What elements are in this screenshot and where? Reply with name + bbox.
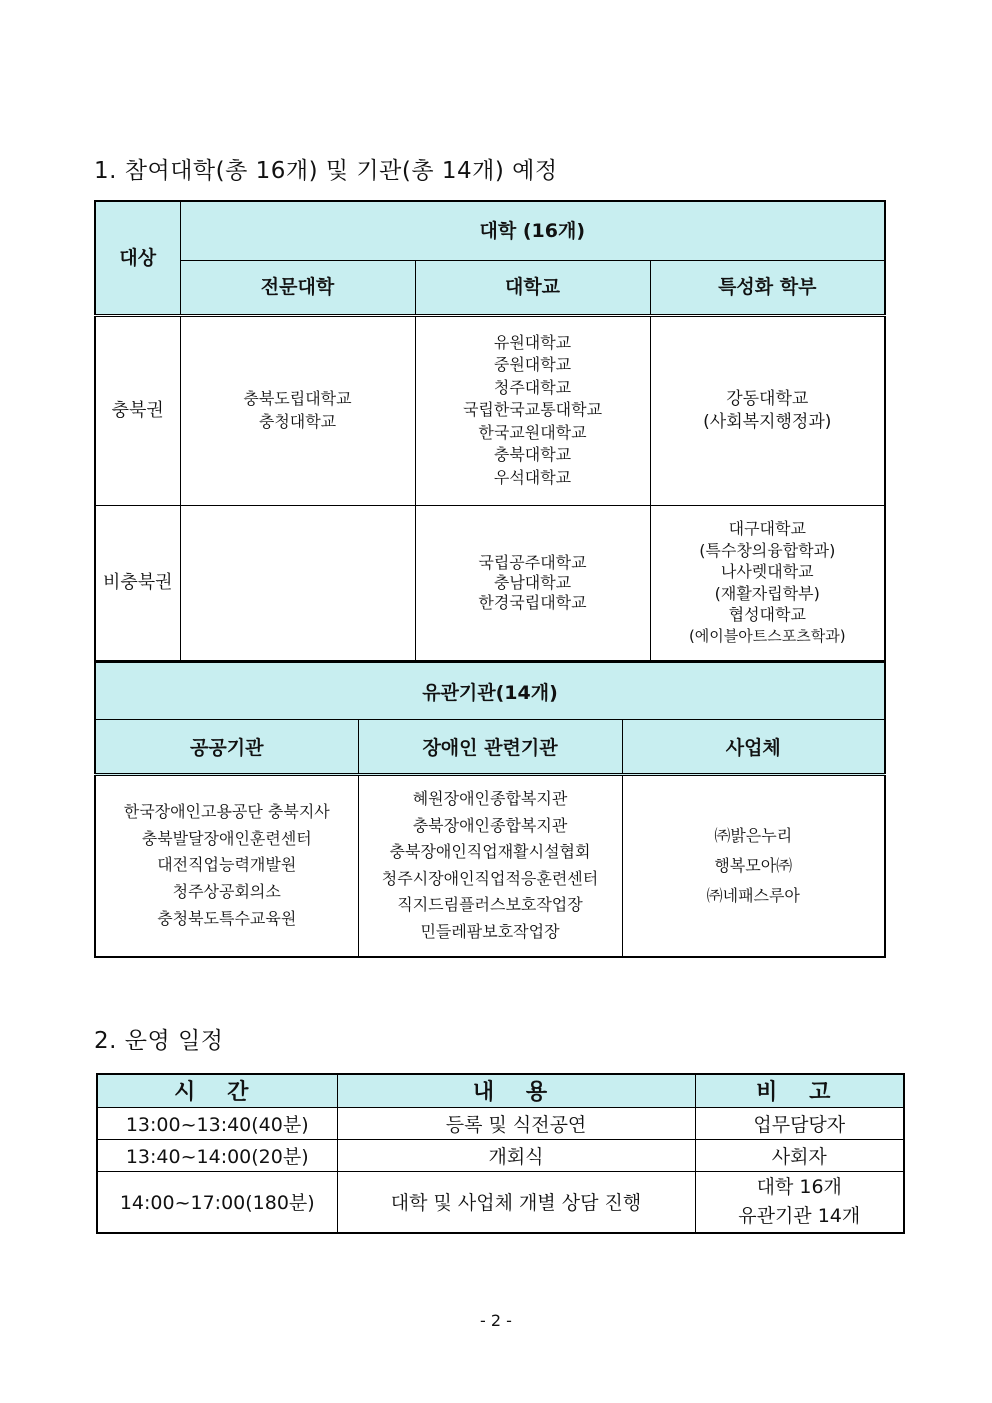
university-table xyxy=(94,200,886,662)
time-cell: 13:40~14:00(20분) xyxy=(97,1139,337,1171)
list-item: 직지드림플러스보호작업장 xyxy=(397,895,583,915)
list-item: 중원대학교 xyxy=(493,355,572,375)
note-cell xyxy=(695,1139,904,1171)
content-cell: 등록 및 식전공연 xyxy=(337,1107,695,1139)
list-item: 나사렛대학교 xyxy=(720,562,814,582)
disability-org-list xyxy=(358,775,622,957)
list-item: 한국장애인고용공단 충북지사 xyxy=(123,802,330,822)
public-org-list xyxy=(95,775,358,957)
list-item: 충북대학교 xyxy=(493,445,572,465)
page-number: - 2 - xyxy=(480,1311,512,1330)
list-item: 우석대학교 xyxy=(493,467,572,487)
section1-title: 1. 참여대학(총 16개) 및 기관(총 14개) 예정 xyxy=(94,158,558,184)
list-item: 충북발달장애인훈련센터 xyxy=(141,828,312,848)
col-header-junior: 전문대학 xyxy=(180,260,415,315)
list-item: 충청북도특수교육원 xyxy=(157,908,297,928)
list-item: 충남대학교 xyxy=(493,572,572,592)
list-item: 국립공주대학교 xyxy=(478,552,587,572)
list-item: 충북장애인직업재활시설협회 xyxy=(389,842,591,862)
col-header-special: 특성화 학부 xyxy=(650,260,885,315)
time-cell: 14:00~17:00(180분) xyxy=(97,1171,337,1233)
list-item: (재활자립학부) xyxy=(714,583,820,603)
section2-title: 2. 운영 일정 xyxy=(94,1028,224,1054)
col-header-note: 비 고 xyxy=(695,1074,904,1107)
region-cell: 비충북권 xyxy=(95,505,180,661)
time-cell: 13:00~13:40(40분) xyxy=(97,1107,337,1139)
list-item: 충북장애인종합복지관 xyxy=(412,815,568,835)
table-row xyxy=(97,1107,904,1139)
list-item: 한경국립대학교 xyxy=(478,592,587,612)
note-cell xyxy=(695,1107,904,1139)
organization-table xyxy=(94,662,886,958)
note-cell xyxy=(695,1171,904,1233)
col-header-business: 사업체 xyxy=(622,720,885,775)
note-line: 업무담당자 xyxy=(753,1113,846,1136)
note-line: 유관기관 14개 xyxy=(738,1204,861,1227)
organization-header: 유관기관(14개) xyxy=(95,663,885,720)
special-dept-list xyxy=(650,315,885,505)
list-item: 청주대학교 xyxy=(493,377,572,397)
university-list xyxy=(415,505,650,661)
list-item: 혜원장애인종합복지관 xyxy=(412,788,568,808)
list-item: 행복모아㈜ xyxy=(714,855,793,875)
list-item: 대전직업능력개발원 xyxy=(157,855,297,875)
col-header-time: 시 간 xyxy=(97,1074,337,1107)
junior-college-list xyxy=(180,505,415,661)
list-item: ㈜밝은누리 xyxy=(714,825,793,845)
list-item: 유원대학교 xyxy=(493,332,572,352)
schedule-table xyxy=(96,1073,905,1234)
table-row xyxy=(97,1171,904,1233)
university-header: 대학 (16개) xyxy=(180,201,885,260)
col-header-content: 내 용 xyxy=(337,1074,695,1107)
list-item: 협성대학교 xyxy=(728,605,806,625)
region-cell: 충북권 xyxy=(95,315,180,505)
junior-college-list xyxy=(180,315,415,505)
list-item: 대구대학교 xyxy=(728,519,806,539)
list-item: (에이블아트스포츠학과) xyxy=(688,626,846,645)
list-item: 청주시장애인직업적응훈련센터 xyxy=(381,868,599,888)
list-item: 민들레팜보호작업장 xyxy=(420,921,560,941)
list-item: 국립한국교통대학교 xyxy=(462,400,603,420)
note-line: 사회자 xyxy=(771,1145,827,1168)
list-item: (사회복지행정과) xyxy=(703,411,832,432)
list-item: 한국교원대학교 xyxy=(478,422,587,442)
list-item: 충북도립대학교 xyxy=(243,389,352,408)
content-cell: 대학 및 사업체 개별 상담 진행 xyxy=(337,1171,695,1233)
university-list xyxy=(415,315,650,505)
business-list xyxy=(622,775,885,957)
table-row xyxy=(97,1139,904,1171)
col-header-university: 대학교 xyxy=(415,260,650,315)
list-item: ㈜네패스루아 xyxy=(706,885,800,905)
list-item: (특수창의융합학과) xyxy=(699,540,836,560)
target-header: 대상 xyxy=(95,201,180,315)
list-item: 청주상공회의소 xyxy=(172,882,281,902)
list-item: 강동대학교 xyxy=(726,389,809,409)
list-item: 충청대학교 xyxy=(258,411,337,431)
col-header-public: 공공기관 xyxy=(95,720,358,775)
content-cell: 개회식 xyxy=(337,1139,695,1171)
note-line: 대학 16개 xyxy=(756,1175,842,1198)
col-header-disability: 장애인 관련기관 xyxy=(358,720,622,775)
special-dept-list xyxy=(650,505,885,661)
